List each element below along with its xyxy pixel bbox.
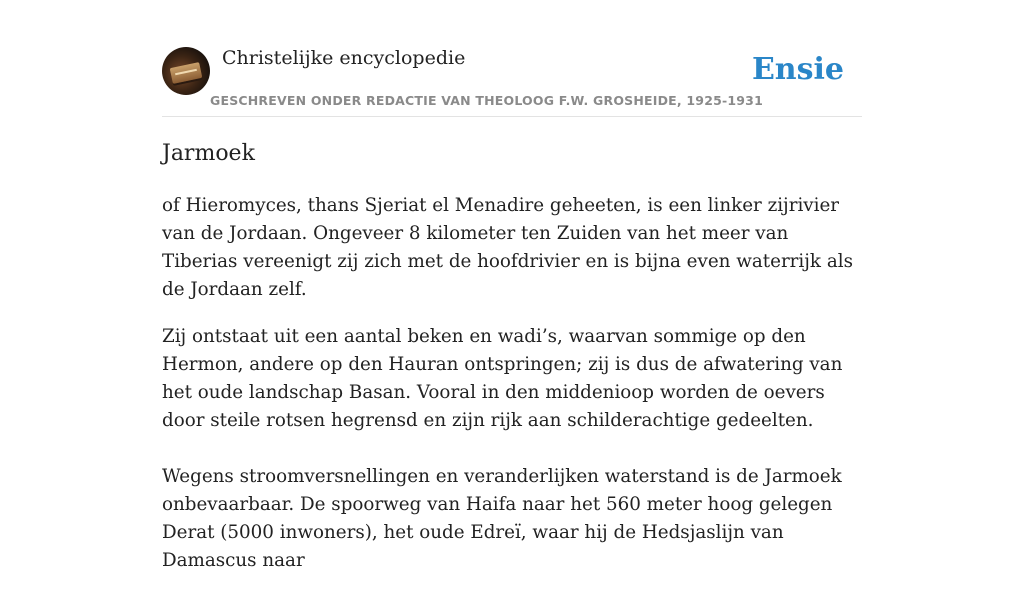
article-paragraph: Wegens stroomversnellingen en veranderlijken waterstand is de Jarmoek onbevaarbaar. De spoorweg van Haifa naar het 560 meter hoog gelegen Derat (5000 inwoners), het oude Edreï, waar hij de Hedsjaslijn van Damascus naar xyxy=(162,466,842,571)
article-body xyxy=(162,192,867,594)
brand-logo-link[interactable]: Ensie xyxy=(751,52,844,87)
article-paragraph: Zij ontstaat uit een aantal beken en wadi’s, waarvan sommige op den Hermon, andere op den Hauran ontspringen; zij is dus de afwatering van het oude landschap Basan. Vooral in den middenioop worden de oevers door steile rotsen hegrensd en zijn rijk aan schilderachtige gedeelten. xyxy=(162,326,843,431)
site-header xyxy=(162,46,862,117)
article-title: Jarmoek xyxy=(162,141,255,166)
book-avatar-icon[interactable] xyxy=(162,47,210,95)
site-title[interactable]: Christelijke encyclopedie xyxy=(222,47,466,69)
article-paragraph: of Hieromyces, thans Sjeriat el Menadire geheeten, is een linker zijrivier van de Jordaan. Ongeveer 8 kilometer ten Zuiden van het meer van Tiberias vereenigt zij zich met de hoofdrivier en is bijna even waterrijk als de Jordaan zelf. xyxy=(162,195,853,300)
site-subtitle: GESCHREVEN ONDER REDACTIE VAN THEOLOOG F.W. GROSHEIDE, 1925-1931 xyxy=(210,93,763,108)
